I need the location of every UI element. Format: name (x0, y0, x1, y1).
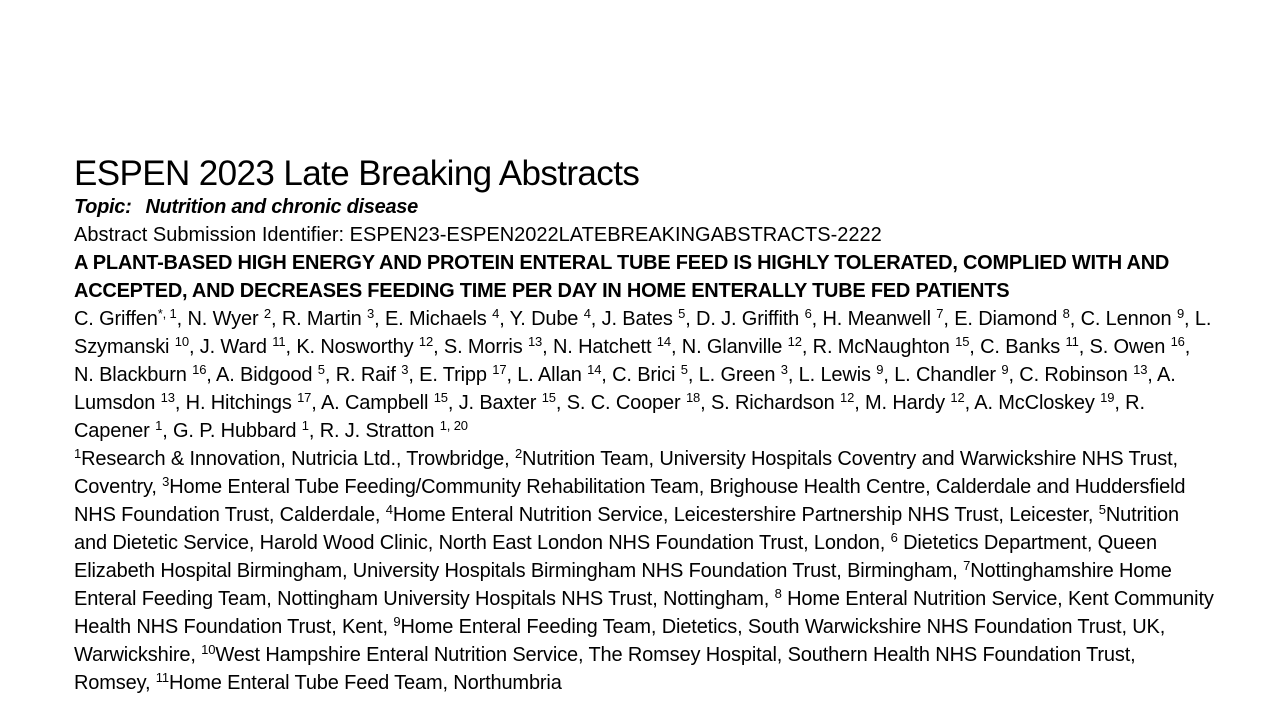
affiliation (74, 448, 515, 470)
author (296, 336, 433, 358)
author (336, 364, 409, 386)
author-name: A. McCloskey (974, 392, 1095, 414)
author-name: G. P. Hubbard (173, 420, 297, 442)
author-name: J. Bates (601, 308, 673, 330)
author-affiliation-ref: 14 (656, 334, 671, 349)
author (385, 308, 499, 330)
author (822, 308, 943, 330)
author-affiliation-ref: 3 (780, 362, 788, 377)
affiliation-text: West Hampshire Enteral Nutrition Service, The Romsey Hospital, Southern Health NHS Foundation Trust, Romsey, (74, 644, 1136, 694)
author-affiliation-ref: 1, 20 (439, 418, 468, 433)
author-name: L. Allan (517, 364, 582, 386)
author-affiliation-ref: 3 (367, 306, 375, 321)
affiliation-number: 11 (155, 670, 169, 685)
author (517, 364, 601, 386)
author (173, 420, 309, 442)
author (813, 336, 970, 358)
author-affiliation-ref: 3 (401, 362, 409, 377)
affiliation-number: 10 (201, 642, 216, 657)
author-affiliation-ref: 7 (936, 306, 944, 321)
affiliation-text: Nottinghamshire Home Enteral Feeding Team, Nottingham University Hospitals NHS Trust, Nottingham, (74, 560, 1172, 610)
affiliation-number: 5 (1098, 502, 1106, 517)
author (799, 364, 884, 386)
affiliation-number: 8 (774, 586, 782, 601)
topic-line (74, 193, 1214, 221)
author-name: C. Robinson (1019, 364, 1128, 386)
author (974, 392, 1114, 414)
author-name: R. J. Stratton (319, 420, 435, 442)
author-affiliation-ref: 15 (433, 390, 448, 405)
author-affiliation-ref: 1 (155, 418, 163, 433)
author-affiliation-ref: 19 (1100, 390, 1115, 405)
author-name: R. Martin (281, 308, 362, 330)
author-name: H. Hitchings (185, 392, 292, 414)
affiliation-text: Research & Innovation, Nutricia Ltd., Trowbridge, (81, 448, 515, 470)
author-name: C. Brici (612, 364, 676, 386)
author-affiliation-ref: 12 (787, 334, 802, 349)
abstract-page (74, 152, 1214, 697)
author-name: R. Raif (335, 364, 396, 386)
author-affiliation-ref: 9 (1001, 362, 1009, 377)
author-affiliation-ref: 8 (1062, 306, 1070, 321)
author-name: S. Morris (443, 336, 523, 358)
affiliation-number: 1 (74, 446, 82, 461)
author-affiliation-ref: 17 (297, 390, 312, 405)
affiliation-text: Home Enteral Nutrition Service, Leicestershire Partnership NHS Trust, Leicester, (392, 504, 1099, 526)
author-affiliation-ref: 14 (587, 362, 602, 377)
author-name: L. Chandler (894, 364, 996, 386)
author-affiliation-ref: 1 (301, 418, 309, 433)
submission-identifier: Abstract Submission Identifier: ESPEN23-ESPEN2022LATEBREAKINGABSTRACTS-2222 (74, 224, 882, 246)
author-name: E. Michaels (384, 308, 487, 330)
author (510, 308, 591, 330)
author-name: L. Szymanski (74, 308, 1212, 358)
author-affiliation-ref: 10 (174, 334, 189, 349)
author-name: R. McNaughton (812, 336, 950, 358)
author-name: Y. Dube (509, 308, 579, 330)
affiliation-number: 3 (162, 474, 170, 489)
affiliation-text: Dietetics Department, Queen Elizabeth Hospital Birmingham, University Hospitals Birmingham NHS Foundation Trust, Birmingham, (74, 532, 1157, 582)
author-affiliation-ref: 12 (840, 390, 855, 405)
author (567, 392, 700, 414)
author-affiliation-ref: 4 (492, 306, 500, 321)
author (696, 308, 812, 330)
author-name: H. Meanwell (822, 308, 931, 330)
author-name: A. Bidgood (216, 364, 313, 386)
author (444, 336, 542, 358)
author (612, 364, 688, 386)
author-affiliation-ref: 16 (1170, 334, 1185, 349)
author (980, 336, 1079, 358)
affiliation-number: 7 (963, 558, 971, 573)
author (553, 336, 671, 358)
author-affiliation-ref: 6 (804, 306, 812, 321)
author-name: M. Hardy (865, 392, 945, 414)
affiliation-text: Nutrition Team, University Hospitals Coventry and Warwickshire NHS Trust, Coventry, (74, 448, 1178, 498)
affiliation-text: Home Enteral Nutrition Service, Kent Community Health NHS Foundation Trust, Kent, (74, 588, 1214, 638)
author (74, 308, 177, 330)
author-affiliation-ref: 15 (541, 390, 556, 405)
author-name: L. Lewis (798, 364, 871, 386)
affiliation-number: 4 (385, 502, 393, 517)
author-affiliation-ref: 16 (192, 362, 207, 377)
author-name: C. Griffen (74, 308, 158, 330)
affiliation-text: Home Enteral Tube Feeding/Community Rehabilitation Team, Brighouse Health Centre, Calderdale and Huddersfield NHS Foundation Trust, Calderdale, (74, 476, 1186, 526)
author-affiliation-ref: 5 (678, 306, 686, 321)
affiliation-number: 6 (890, 530, 898, 545)
author-name: N. Glanville (681, 336, 783, 358)
topic-label: Topic: (74, 196, 132, 218)
affiliation (156, 672, 562, 694)
author (1090, 336, 1185, 358)
affiliation-number: 2 (514, 446, 523, 461)
author-affiliation-ref: 9 (1176, 306, 1185, 321)
author-name: A. Lumsdon (74, 364, 1176, 414)
author-affiliation-ref: 5 (317, 362, 325, 377)
author-name: E. Tripp (419, 364, 487, 386)
author-name: N. Blackburn (74, 364, 187, 386)
affiliation-text: Nutrition and Dietetic Service, Harold Wood Clinic, North East London NHS Foundation Trust, London, (74, 504, 1179, 554)
author-affiliation-ref: 13 (1133, 362, 1148, 377)
affiliation (386, 504, 1099, 526)
affiliation-text: Home Enteral Feeding Team, Dietetics, South Warwickshire NHS Foundation Trust, UK, Warwickshire, (74, 616, 1166, 666)
author-name: N. Hatchett (552, 336, 652, 358)
author (200, 336, 286, 358)
author-name: C. Banks (980, 336, 1061, 358)
author-name: R. Capener (74, 392, 1145, 442)
author (954, 308, 1070, 330)
affiliation-number: 9 (393, 614, 401, 629)
author (865, 392, 965, 414)
author-affiliation-ref: 2 (263, 306, 271, 321)
author-name: J. Baxter (458, 392, 537, 414)
author-name: J. Ward (199, 336, 267, 358)
author (321, 392, 448, 414)
author-name: E. Diamond (954, 308, 1058, 330)
author-name: S. C. Cooper (566, 392, 681, 414)
author (187, 308, 271, 330)
author-affiliation-ref: 11 (1065, 334, 1079, 349)
author (894, 364, 1008, 386)
author-affiliation-ref: 13 (160, 390, 175, 405)
author-name: D. J. Griffith (696, 308, 800, 330)
author-affiliation-ref: 9 (876, 362, 884, 377)
author-affiliation-ref: *, 1 (157, 306, 177, 321)
author-affiliation-ref: 17 (492, 362, 507, 377)
author (1081, 308, 1184, 330)
author (216, 364, 325, 386)
author-name: L. Green (698, 364, 776, 386)
author-list: C. Griffen$^{*, 1}$, N. Wyer $^2$, R. Martin $^3$, E. Michaels $^4$, Y. Dube $^4$, J. Bates $^5$, D. J. Griffith $^6$, H. Meanwell $^7$, E. Diamond $^8$, C. Lennon $^9$, L. Szymanski $^{10}$, J. Ward $^{11}$, K. Nosworthy $^{12}$, S. Morris $^{13}$, N. Hatchett $^{14}$, N. Glanville $^{12}$, R. McNaughton $^{15}$, C. Banks $^{11}$, S. Owen $^{16}$, N. Blackburn $^{16}$, A. Bidgood $^5$, R. Raif $^3$, E. Tripp $^{17}$, L. Allan $^{14}$, C. Brici $^5$, L. Green $^3$, L. Lewis $^9$, L. Chandler $^9$, C. Robinson $^{13}$, A. Lumsdon $^{13}$, H. Hitchings $^{17}$, A. Campbell $^{15}$, J. Baxter $^{15}$, S. C. Cooper $^{18}$, S. Richardson $^{12}$, M. Hardy $^{12}$, A. McCloskey $^{19}$, R. Capener $^1$, G. P. Hubbard $^1$, R. J. Stratton $^{1, 20}$ (74, 306, 1212, 442)
author-affiliation-ref: 12 (950, 390, 965, 405)
affiliation-list (74, 445, 1214, 697)
author-affiliation-ref: 11 (272, 334, 286, 349)
topic-value: Nutrition and chronic disease (145, 196, 418, 218)
abstract-title: A PLANT-BASED HIGH ENERGY AND PROTEIN ENTERAL TUBE FEED IS HIGHLY TOLERATED, COMPLIED WITH AND ACCEPTED, AND DECREASES FEEDING TIME PER DAY IN HOME ENTERALLY TUBE FED PATIENTS (74, 252, 1170, 302)
document-title: ESPEN 2023 Late Breaking Abstracts (74, 154, 640, 193)
author (699, 364, 788, 386)
author (282, 308, 374, 330)
author (602, 308, 686, 330)
author-affiliation-ref: 18 (685, 390, 701, 405)
author-name: S. Owen (1089, 336, 1166, 358)
author (419, 364, 506, 386)
author (459, 392, 556, 414)
author (186, 392, 312, 414)
affiliation-text: Home Enteral Tube Feed Team, Northumbria (168, 672, 562, 694)
author-name: S. Richardson (710, 392, 835, 414)
author-affiliation-ref: 15 (955, 334, 970, 349)
author-name: C. Lennon (1080, 308, 1172, 330)
author (320, 420, 468, 442)
author (711, 392, 854, 414)
author (1019, 364, 1147, 386)
author-name: K. Nosworthy (296, 336, 414, 358)
author-name: N. Wyer (187, 308, 259, 330)
author-affiliation-ref: 12 (418, 334, 434, 349)
author-affiliation-ref: 13 (527, 334, 543, 349)
author-affiliation-ref: 5 (680, 362, 688, 377)
author (682, 336, 802, 358)
author (74, 364, 206, 386)
author-affiliation-ref: 4 (583, 306, 591, 321)
author-name: A. Campbell (320, 392, 429, 414)
